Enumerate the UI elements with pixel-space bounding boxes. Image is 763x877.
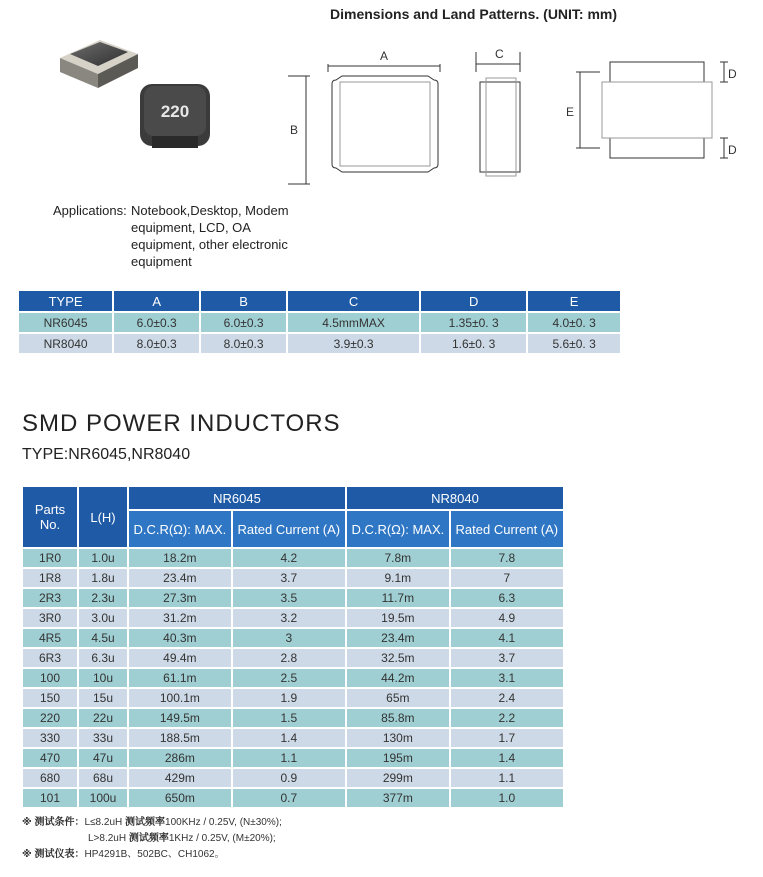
spec-cell: 2.2 — [451, 709, 563, 727]
spec-cell: 4.9 — [451, 609, 563, 627]
spec-cell: 377m — [347, 789, 449, 807]
spec-cell: 68u — [79, 769, 127, 787]
spec-cell: 1.1 — [233, 749, 345, 767]
spec-cell: 100u — [79, 789, 127, 807]
dim-row — [19, 334, 620, 353]
spec-cell: 1.9 — [233, 689, 345, 707]
spec-cell: 470 — [23, 749, 77, 767]
spec-cell: 1R8 — [23, 569, 77, 587]
inductor-photo-small — [60, 40, 138, 88]
dim-col-type: TYPE — [19, 291, 112, 311]
spec-row — [23, 569, 563, 587]
spec-cell: 149.5m — [129, 709, 231, 727]
dim-cell: 4.0±0. 3 — [528, 313, 620, 332]
spec-cell: 1.5 — [233, 709, 345, 727]
spec-cell: 7.8m — [347, 549, 449, 567]
spec-cell: 6R3 — [23, 649, 77, 667]
dim-col-a: A — [114, 291, 199, 311]
spec-cell: 4.5u — [79, 629, 127, 647]
note-text: 测试频率 — [128, 833, 169, 844]
dim-cell: 8.0±0.3 — [114, 334, 199, 353]
spec-cell: 286m — [129, 749, 231, 767]
dim-cell: 1.35±0. 3 — [421, 313, 526, 332]
spec-row — [23, 709, 563, 727]
spec-row — [23, 629, 563, 647]
dim-cell: 4.5mmMAX — [288, 313, 419, 332]
group-nr6045: NR6045 — [129, 487, 345, 509]
spec-cell: 3R0 — [23, 609, 77, 627]
spec-cell: 299m — [347, 769, 449, 787]
spec-cell: 19.5m — [347, 609, 449, 627]
spec-cell: 6.3 — [451, 589, 563, 607]
spec-cell: 7.8 — [451, 549, 563, 567]
spec-row — [23, 649, 563, 667]
spec-cell: 3.7 — [233, 569, 345, 587]
label-b: B — [290, 123, 299, 137]
spec-cell: 6.3u — [79, 649, 127, 667]
label-c: C — [495, 47, 504, 61]
spec-cell: 100 — [23, 669, 77, 687]
spec-cell: 23.4m — [347, 629, 449, 647]
spec-cell: 49.4m — [129, 649, 231, 667]
note-label: ※ 测试仪表： — [22, 849, 85, 860]
label-a: A — [380, 49, 389, 63]
page-title: SMD POWER INDUCTORS — [22, 410, 341, 437]
spec-cell: 220 — [23, 709, 77, 727]
spec-cell: 1.0u — [79, 549, 127, 567]
spec-cell: 3.1 — [451, 669, 563, 687]
spec-cell: 2.8 — [233, 649, 345, 667]
spec-cell: 4.2 — [233, 549, 345, 567]
dimension-diagram — [280, 42, 750, 187]
applications-label: Applications: — [53, 203, 127, 218]
spec-cell: 3.2 — [233, 609, 345, 627]
dim-cell: NR6045 — [19, 313, 112, 332]
spec-cell: 61.1m — [129, 669, 231, 687]
spec-cell: 27.3m — [129, 589, 231, 607]
dim-col-d: D — [421, 291, 526, 311]
spec-row — [23, 789, 563, 807]
spec-cell: 23.4m — [129, 569, 231, 587]
dimensions-title: Dimensions and Land Patterns. (UNIT: mm) — [330, 6, 618, 22]
spec-cell: 22u — [79, 709, 127, 727]
spec-cell: 65m — [347, 689, 449, 707]
spec-cell: 33u — [79, 729, 127, 747]
note-text: 1KHz / 0.25V, (M±20%); — [168, 833, 276, 844]
applications-text: Notebook,Desktop, Modem equipment, LCD, OA equipment, other electronic equipment — [131, 203, 289, 269]
dim-cell: 5.6±0. 3 — [528, 334, 620, 353]
dim-cell: 3.9±0.3 — [288, 334, 419, 353]
spec-cell: 3.0u — [79, 609, 127, 627]
spec-cell: 680 — [23, 769, 77, 787]
spec-row — [23, 769, 563, 787]
spec-cell: 100.1m — [129, 689, 231, 707]
dim-col-e: E — [528, 291, 620, 311]
spec-cell: 31.2m — [129, 609, 231, 627]
spec-table — [21, 485, 565, 809]
spec-table-body — [23, 549, 563, 807]
note-line-1 — [22, 815, 282, 831]
col-parts-no: Parts No. — [23, 487, 77, 547]
col-inductance: L(H) — [79, 487, 127, 547]
spec-cell: 44.2m — [347, 669, 449, 687]
photo-marking: 220 — [160, 102, 190, 121]
spec-cell: 1.8u — [79, 569, 127, 587]
spec-cell: 11.7m — [347, 589, 449, 607]
test-notes — [22, 815, 282, 863]
spec-cell: 650m — [129, 789, 231, 807]
col-dcr-6045: D.C.R(Ω): MAX. — [129, 511, 231, 547]
spec-cell: 1.4 — [451, 749, 563, 767]
spec-row — [23, 729, 563, 747]
spec-cell: 330 — [23, 729, 77, 747]
col-rated-8040: Rated Current (A) — [451, 511, 563, 547]
dimension-table — [17, 289, 622, 355]
spec-cell: 0.9 — [233, 769, 345, 787]
spec-row — [23, 669, 563, 687]
dim-col-c: C — [288, 291, 419, 311]
spec-cell: 1.0 — [451, 789, 563, 807]
spec-row — [23, 689, 563, 707]
product-photos — [40, 10, 240, 180]
spec-row — [23, 549, 563, 567]
note-text: 100KHz / 0.25V, (N±30%); — [165, 817, 282, 828]
spec-cell: 2.3u — [79, 589, 127, 607]
spec-cell: 429m — [129, 769, 231, 787]
spec-cell: 18.2m — [129, 549, 231, 567]
dim-cell: 6.0±0.3 — [114, 313, 199, 332]
spec-cell: 7 — [451, 569, 563, 587]
spec-cell: 2.4 — [451, 689, 563, 707]
spec-cell: 1.4 — [233, 729, 345, 747]
spec-row — [23, 589, 563, 607]
col-dcr-8040: D.C.R(Ω): MAX. — [347, 511, 449, 547]
spec-cell: 1R0 — [23, 549, 77, 567]
note-text: HP4291B、502BC、CH1062。 — [84, 849, 225, 860]
spec-cell: 9.1m — [347, 569, 449, 587]
spec-cell: 2R3 — [23, 589, 77, 607]
col-rated-6045: Rated Current (A) — [233, 511, 345, 547]
spec-cell: 188.5m — [129, 729, 231, 747]
note-label: ※ 测试条件： — [22, 817, 85, 828]
dim-cell: NR8040 — [19, 334, 112, 353]
spec-cell: 130m — [347, 729, 449, 747]
note-text: L>8.2uH — [88, 833, 129, 844]
label-d-top: D — [728, 67, 737, 81]
dim-cell: 1.6±0. 3 — [421, 334, 526, 353]
applications — [53, 202, 311, 270]
spec-cell: 47u — [79, 749, 127, 767]
type-subtitle: TYPE:NR6045,NR8040 — [22, 446, 191, 463]
spec-cell: 3.5 — [233, 589, 345, 607]
dim-col-b: B — [201, 291, 286, 311]
spec-cell: 0.7 — [233, 789, 345, 807]
inductor-photo-220 — [140, 84, 210, 148]
spec-cell: 1.1 — [451, 769, 563, 787]
dim-row — [19, 313, 620, 332]
spec-row — [23, 609, 563, 627]
spec-cell: 4.1 — [451, 629, 563, 647]
dim-cell: 8.0±0.3 — [201, 334, 286, 353]
spec-cell: 32.5m — [347, 649, 449, 667]
note-line-3 — [22, 847, 282, 863]
label-d-bottom: D — [728, 143, 737, 157]
spec-cell: 195m — [347, 749, 449, 767]
spec-cell: 10u — [79, 669, 127, 687]
label-e: E — [566, 105, 575, 119]
spec-row — [23, 749, 563, 767]
group-nr8040: NR8040 — [347, 487, 563, 509]
spec-cell: 1.7 — [451, 729, 563, 747]
spec-cell: 4R5 — [23, 629, 77, 647]
spec-cell: 2.5 — [233, 669, 345, 687]
spec-cell: 150 — [23, 689, 77, 707]
spec-cell: 40.3m — [129, 629, 231, 647]
spec-cell: 3.7 — [451, 649, 563, 667]
note-text: L≤8.2uH — [84, 817, 126, 828]
note-text: 测试频率 — [125, 817, 166, 828]
note-line-2 — [22, 831, 282, 847]
spec-cell: 15u — [79, 689, 127, 707]
dim-cell: 6.0±0.3 — [201, 313, 286, 332]
spec-cell: 3 — [233, 629, 345, 647]
spec-cell: 85.8m — [347, 709, 449, 727]
spec-cell: 101 — [23, 789, 77, 807]
